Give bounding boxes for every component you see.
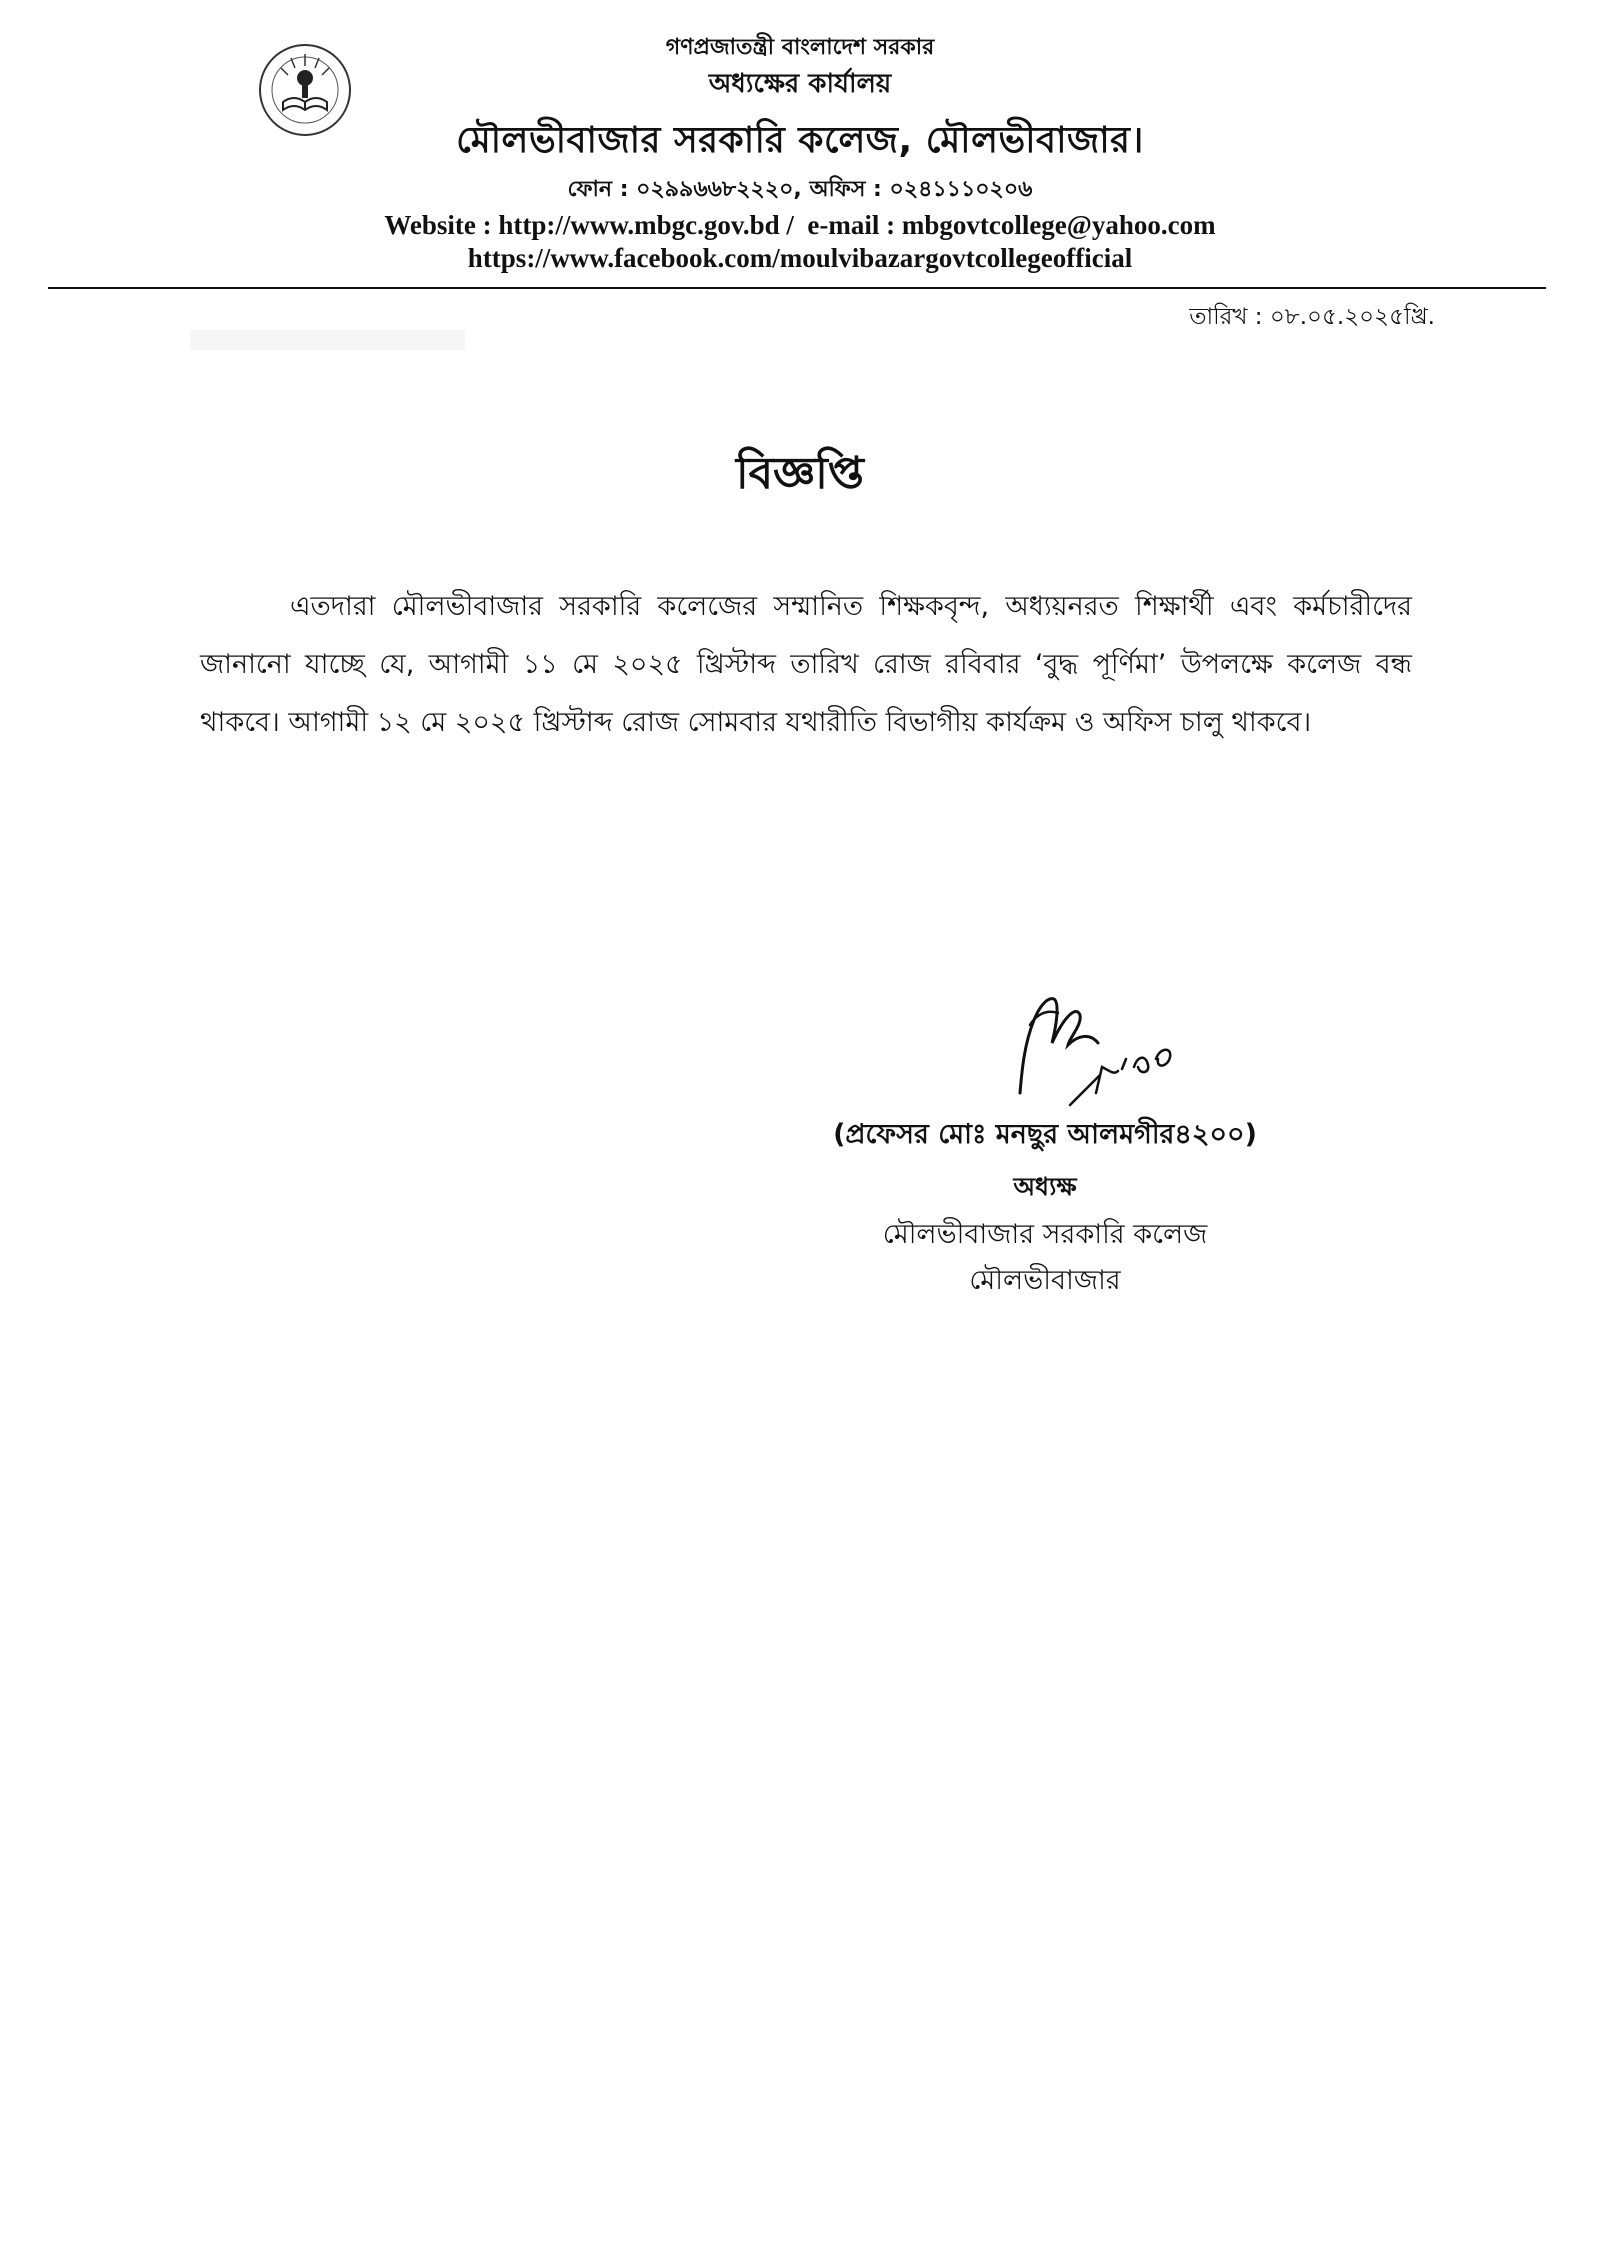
notice-date: তারিখ : ০৮.০৫.২০২৫খ্রি. [1189,304,1435,330]
office-name: অধ্যক্ষের কার্যালয় [708,69,892,99]
header-divider [48,287,1546,289]
signatory-district: মৌলভীবাজার [969,1265,1121,1296]
government-name: গণপ্রজাতন্ত্রী বাংলাদেশ সরকার [665,35,935,60]
scan-artifact [190,330,465,350]
signatory-college: মৌলভীবাজার সরকারি কলেজ [882,1219,1208,1250]
signatory-designation: অধ্যক্ষ [1013,1172,1077,1201]
signatory-name: (প্রফেসর মোঃ মনছুর আলমগীর৪২০০) [833,1119,1257,1150]
college-name: মৌলভীবাজার সরকারি কলেজ, মৌলভীবাজার। [456,120,1144,161]
notice-body: এতদারা মৌলভীবাজার সরকারি কলেজের সম্মানিত শিক্ষকবৃন্দ, অধ্যয়নরত শিক্ষার্থী এবং কর্মচারীদের জানানো যাচ্ছে যে, আগামী ১১ মে ২০২৫ খ্রিস্টাব্দ তারিখ রোজ রবিবার ‘বুদ্ধ পূর্ণিমা’ উপলক্ষে কলেজ বন্ধ থাকবে। আগামী ১২ মে ২০২৫ খ্রিস্টাব্দ রোজ সোমবার যথারীতি বিভাগীয় কার্যক্রম ও অফিস চালু থাকবে। [200,591,1412,738]
phone-numbers: ফোন : ০২৯৯৬৬৮২২২০, অফিস : ০২৪১১১০২০৬ [567,177,1033,202]
handwritten-signature [1010,975,1220,1110]
website-email-line: Website : http://www.mbgc.gov.bd / e-mail : mbgovtcollege@yahoo.com [384,210,1216,240]
signature-scribble-icon [1010,975,1220,1110]
notice-title: বিজ্ঞপ্তি [736,448,864,499]
facebook-link: https://www.facebook.com/moulvibazargovtcollegeofficial [467,243,1133,273]
